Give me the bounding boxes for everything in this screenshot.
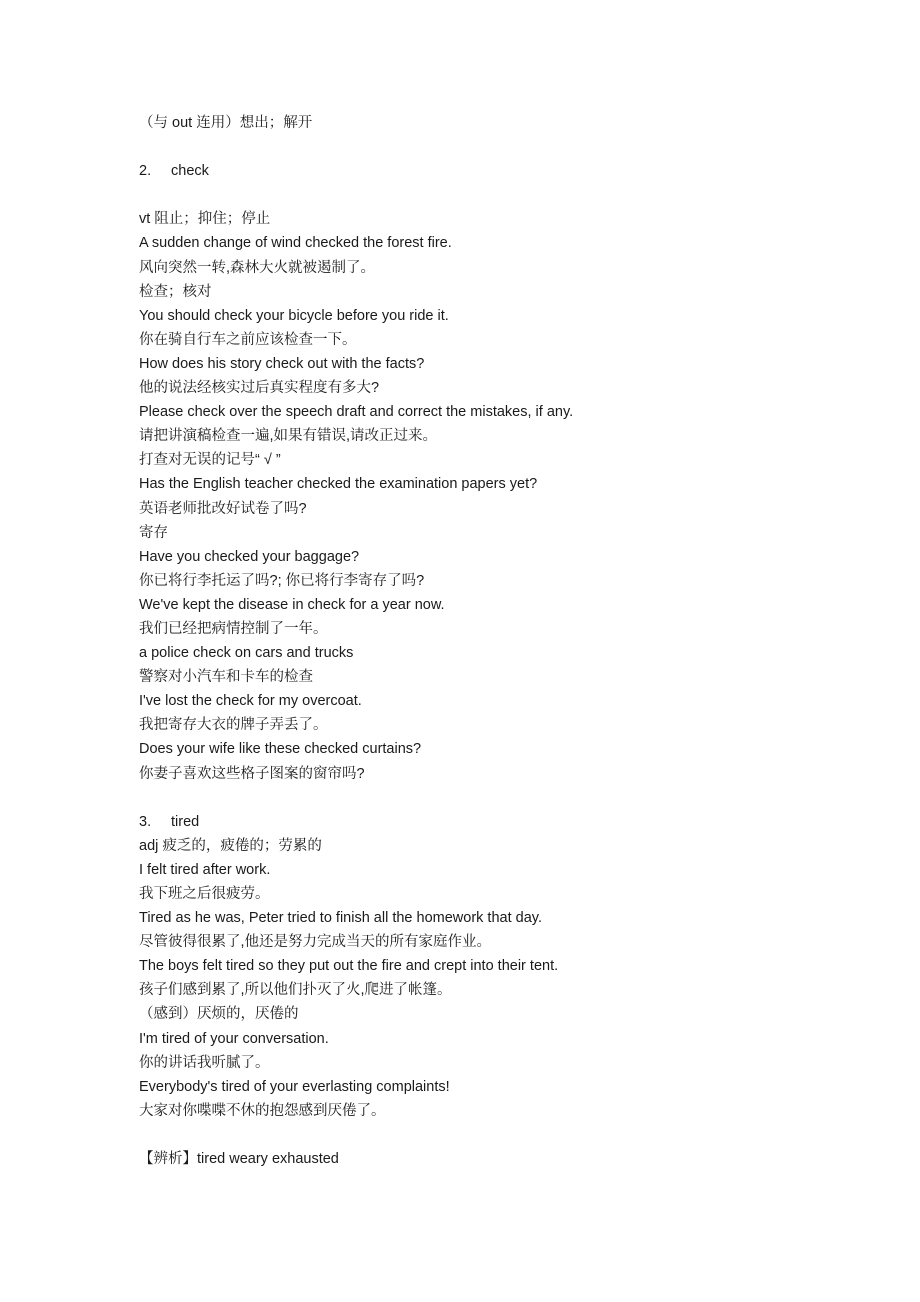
text-line: 我下班之后很疲劳。 [139,886,270,902]
text-line: Does your wife like these checked curtains? [139,741,422,758]
text-line: 你已将行李托运了吗?; 你已将行李寄存了吗? [139,572,425,589]
text-line: vt 阻止；抑住；停止 [139,211,271,228]
section-check [139,159,859,785]
document-content [139,111,859,1171]
text-line: 你妻子喜欢这些格子图案的窗帘吗? [139,765,365,782]
blank-line [139,135,859,159]
text-line: 你的讲话我听腻了。 [139,1054,270,1071]
text-line: You should check your bicycle before you ride it. [139,307,449,324]
section-number: 3. [139,813,152,830]
blank-line [139,183,859,207]
text-line: Tired as he was, Peter tried to finish all the homework that day. [139,910,542,927]
section-number: 2. [139,163,152,180]
section-tired [139,810,859,1123]
section-lines [139,834,859,1123]
text-line: Have you checked your baggage? [139,548,360,565]
text-line: 尽管彼得很累了,他还是努力完成当天的所有家庭作业。 [139,934,492,951]
text-line: I've lost the check for my overcoat. [139,693,362,710]
text-line: 孩子们感到累了,所以他们扑灭了火,爬进了帐篷。 [139,982,452,999]
section-word: check [171,163,209,180]
text-line: The boys felt tired so they put out the fire and crept into their tent. [139,958,559,975]
text-line: 风向突然一转,森林大火就被遏制了。 [139,259,376,276]
text-line: 我把寄存大衣的牌子弄丢了。 [139,717,328,734]
text-line: How does his story check out with the facts? [139,355,425,372]
footer-line: 【辨析】tired weary exhausted [139,1151,339,1168]
text-line: adj 疲乏的，疲倦的；劳累的 [139,837,322,854]
text-line: 我们已经把病情控制了一年。 [139,620,328,637]
section-heading [139,159,859,183]
section-heading [139,810,859,834]
text-line: I'm tired of your conversation. [139,1030,329,1047]
text-line: 英语老师批改好试卷了吗? [139,500,307,517]
blank-line [139,786,859,810]
text-line: 寄存 [139,524,168,541]
text-line: 请把讲演稿检查一遍,如果有错误,请改正过来。 [139,428,438,445]
section-lines [139,207,859,785]
intro-line: （与 out 连用）想出；解开 [139,115,313,131]
text-line: a police check on cars and trucks [139,645,354,662]
text-line: We've kept the disease in check for a year now. [139,596,445,613]
text-line: 你在骑自行车之前应该检查一下。 [139,331,357,348]
text-line: 警察对小汽车和卡车的检查 [139,669,313,686]
text-line: （感到）厌烦的，厌倦的 [139,1006,299,1023]
text-line: A sudden change of wind checked the forest fire. [139,235,452,252]
text-line: 检查；核对 [139,283,212,300]
blank-line [139,1123,859,1147]
text-line: Please check over the speech draft and correct the mistakes, if any. [139,404,574,421]
text-line: Everybody's tired of your everlasting complaints! [139,1078,450,1095]
text-line: 打查对无误的记号“ √ ” [139,452,281,469]
section-word: tired [171,813,200,830]
text-line: 大家对你喋喋不休的抱怨感到厌倦了。 [139,1102,386,1119]
text-line: Has the English teacher checked the examination papers yet? [139,476,538,493]
text-line: 他的说法经核实过后真实程度有多大? [139,380,380,397]
text-line: I felt tired after work. [139,861,271,878]
